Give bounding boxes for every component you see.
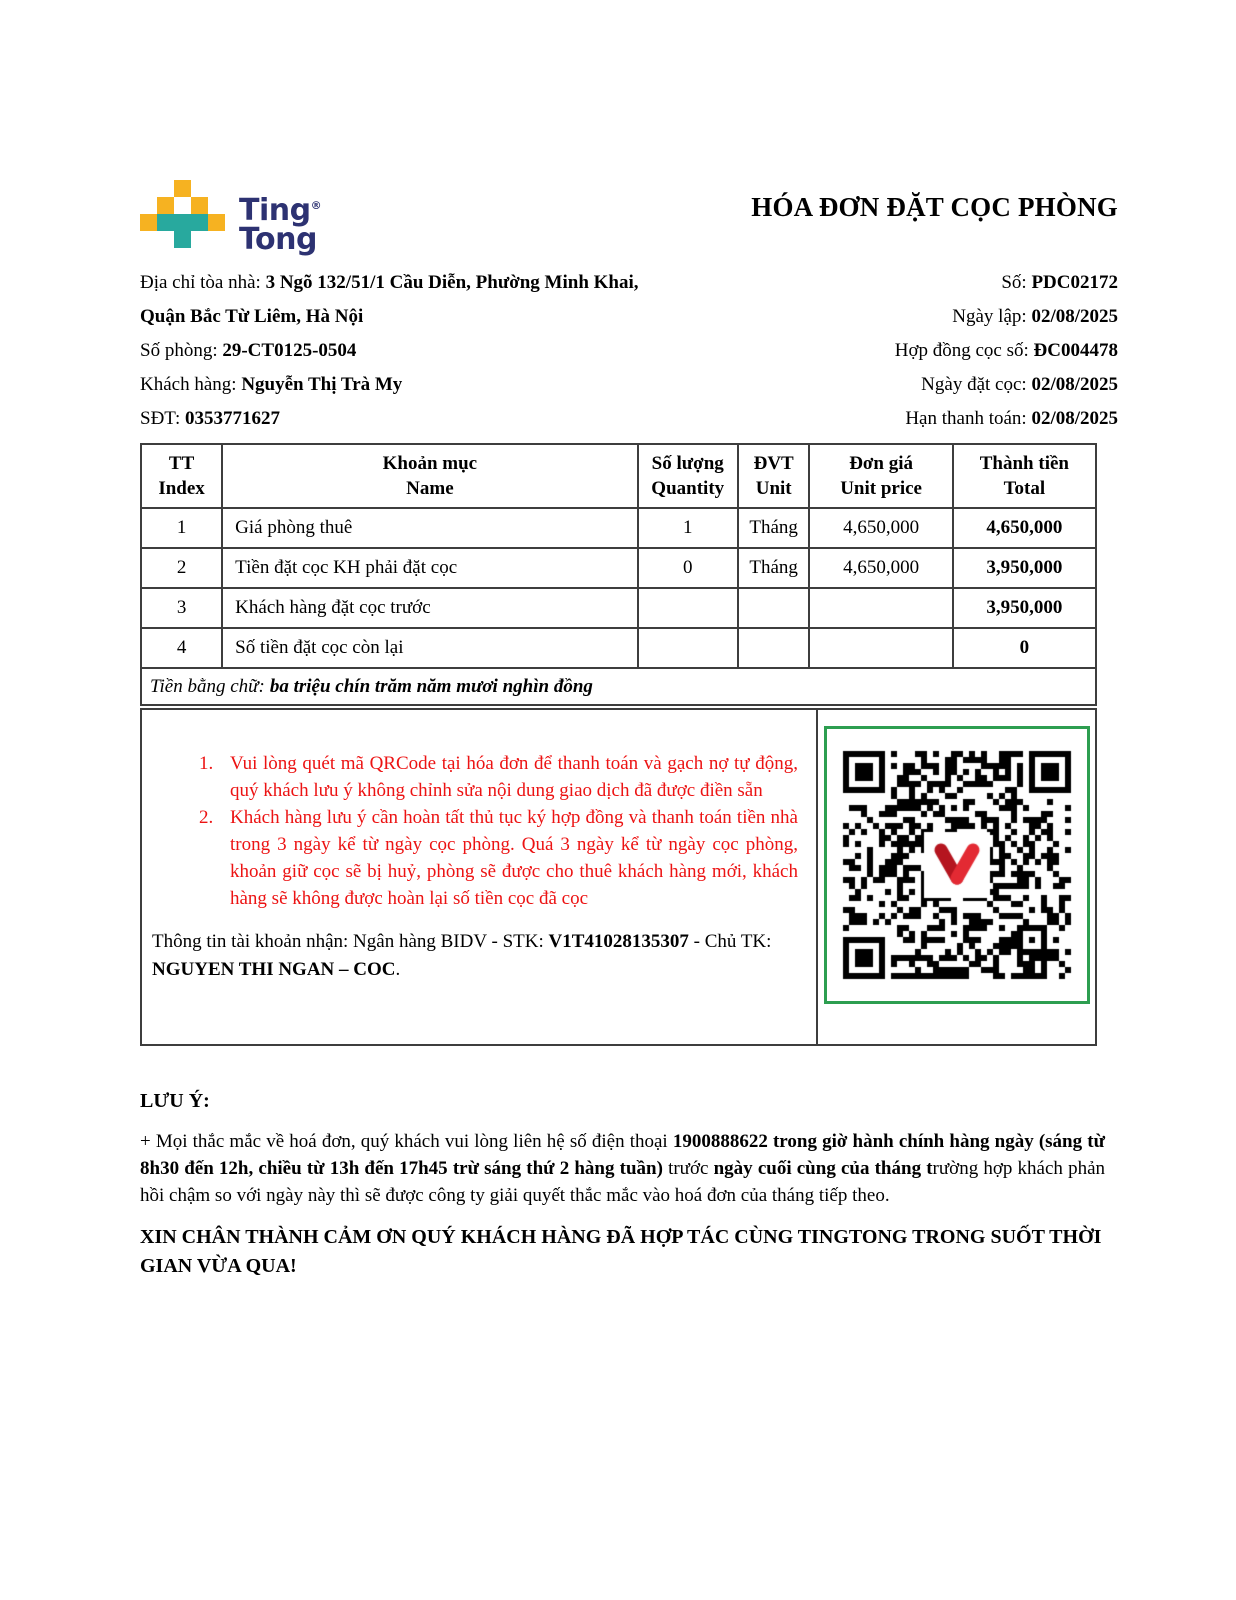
tingtong-logo-icon <box>140 180 225 248</box>
room-number: Số phòng: 29-CT0125-0504 <box>140 340 357 361</box>
invoice-footer <box>140 1090 1105 1281</box>
invoice-items-table <box>140 443 1097 669</box>
cell-quantity: 0 <box>638 548 738 588</box>
bank-account-holder: NGUYEN THI NGAN – COC <box>152 959 396 980</box>
cell-name: Tiền đặt cọc KH phải đặt cọc <box>222 548 637 588</box>
tingtong-logo <box>140 180 322 257</box>
table-header-row <box>141 444 1096 508</box>
customer-name: Khách hàng: Nguyễn Thị Trà My <box>140 374 403 395</box>
logo-line2: Tong <box>239 222 317 257</box>
cell-index: 3 <box>141 588 222 628</box>
cell-unit <box>738 588 810 628</box>
cell-name: Số tiền đặt cọc còn lại <box>222 628 637 668</box>
cell-index: 2 <box>141 548 222 588</box>
cell-unit: Tháng <box>738 508 810 548</box>
amount-in-words: Tiền bằng chữ: ba triệu chín trăm năm mươi nghìn đồng <box>140 669 1097 706</box>
payment-notes-box <box>140 708 1097 1046</box>
invoice-title: HÓA ĐƠN ĐẶT CỌC PHÒNG <box>751 192 1118 222</box>
qr-cell <box>816 710 1095 1044</box>
invoice-info <box>140 266 1118 436</box>
cell-index: 4 <box>141 628 222 668</box>
col-header-unit: ĐVT Unit <box>738 444 810 508</box>
cell-index: 1 <box>141 508 222 548</box>
cell-unit-price: 4,650,000 <box>809 508 952 548</box>
cell-name: Khách hàng đặt cọc trước <box>222 588 637 628</box>
tingtong-wordmark <box>239 191 322 257</box>
cell-unit-price <box>809 588 952 628</box>
thank-you-message: XIN CHÂN THÀNH CẢM ƠN QUÝ KHÁCH HÀNG ĐÃ HỢP TÁC CÙNG TINGTONG TRONG SUỐT THỜI GIAN VỪA QUA! <box>140 1226 1102 1277</box>
table-row <box>141 628 1096 668</box>
col-header-index: TT Index <box>141 444 222 508</box>
cell-quantity <box>638 588 738 628</box>
bank-account-info: Thông tin tài khoản nhận: Ngân hàng BIDV - STK: V1T41028135307 - Chủ TK: NGUYEN THI NGAN – COC. <box>152 931 772 980</box>
table-row <box>141 588 1096 628</box>
payment-warning-item: 2. Khách hàng lưu ý cần hoàn tất thủ tục ký hợp đồng và thanh toán tiền nhà trong 3 ngày kể từ ngày cọc phòng. Quá 3 ngày kể từ ngày cọc phòng, khoản giữ cọc sẽ bị huỷ, phòng sẽ được cho thuê khách hàng mới, khách hàng sẽ không được hoàn lại số tiền cọc đã cọc <box>218 804 798 912</box>
deposit-date: Ngày đặt cọc: 02/08/2025 <box>921 374 1118 395</box>
qr-frame <box>824 726 1090 1004</box>
registered-mark: ® <box>310 199 322 212</box>
payment-due-date: Hạn thanh toán: 02/08/2025 <box>905 408 1118 429</box>
cell-total: 3,950,000 <box>953 548 1096 588</box>
cell-total: 3,950,000 <box>953 588 1096 628</box>
cell-total: 4,650,000 <box>953 508 1096 548</box>
col-header-total: Thành tiền Total <box>953 444 1096 508</box>
cell-quantity <box>638 628 738 668</box>
table-row <box>141 508 1096 548</box>
payment-warning-item: 1. Vui lòng quét mã QRCode tại hóa đơn để thanh toán và gạch nợ tự động, quý khách lưu ý không chỉnh sửa nội dung giao dịch đã được điền sẵn <box>218 750 798 804</box>
cell-unit-price: 4,650,000 <box>809 548 952 588</box>
footer-note: + Mọi thắc mắc về hoá đơn, quý khách vui lòng liên hệ số điện thoại 1900888622 trong giờ hành chính hàng ngày (sáng từ 8h30 đến 12h, chiều từ 13h đến 17h45 trừ sáng thứ 2 hàng tuần) trước ngày cuối cùng của tháng trường hợp khách phản hồi chậm so với ngày này thì sẽ được công ty giải quyết thắc mắc vào hoá đơn của tháng tiếp theo. <box>140 1131 1106 1206</box>
invoice-header <box>140 180 1118 257</box>
col-header-unit-price: Đơn giá Unit price <box>809 444 952 508</box>
logo-line1: Ting <box>239 193 311 228</box>
customer-info <box>140 266 639 436</box>
deposit-contract-number: Hợp đồng cọc số: ĐC004478 <box>894 340 1118 361</box>
cell-unit <box>738 628 810 668</box>
cell-unit-price <box>809 628 952 668</box>
building-address-line1: Địa chỉ tòa nhà: 3 Ngõ 132/51/1 Cầu Diễn, Phường Minh Khai, <box>140 272 639 293</box>
customer-phone: SĐT: 0353771627 <box>140 408 280 429</box>
building-address-line2: Quận Bắc Từ Liêm, Hà Nội <box>140 306 364 327</box>
payment-warning-list <box>152 750 802 912</box>
cell-total: 0 <box>953 628 1096 668</box>
col-header-quantity: Số lượng Quantity <box>638 444 738 508</box>
payment-qr-code <box>842 750 1072 980</box>
cell-name: Giá phòng thuê <box>222 508 637 548</box>
invoice-meta <box>895 266 1118 436</box>
bank-account-number: V1T41028135307 <box>548 931 689 952</box>
col-header-name: Khoản mục Name <box>222 444 637 508</box>
payment-notes <box>142 710 816 1044</box>
invoice-content <box>140 180 1118 1281</box>
issue-date: Ngày lập: 02/08/2025 <box>952 306 1118 327</box>
table-row <box>141 548 1096 588</box>
footer-heading: LƯU Ý: <box>140 1090 210 1112</box>
invoice-number: Số: PDC02172 <box>1001 272 1118 293</box>
hotline-number: 1900888622 trong giờ hành chính hàng ngày (sáng từ 8h30 đến 12h, chiều từ 13h đến 17h45 trừ sáng thứ 2 hàng tuần) <box>140 1131 1105 1179</box>
cell-unit: Tháng <box>738 548 810 588</box>
cell-quantity: 1 <box>638 508 738 548</box>
